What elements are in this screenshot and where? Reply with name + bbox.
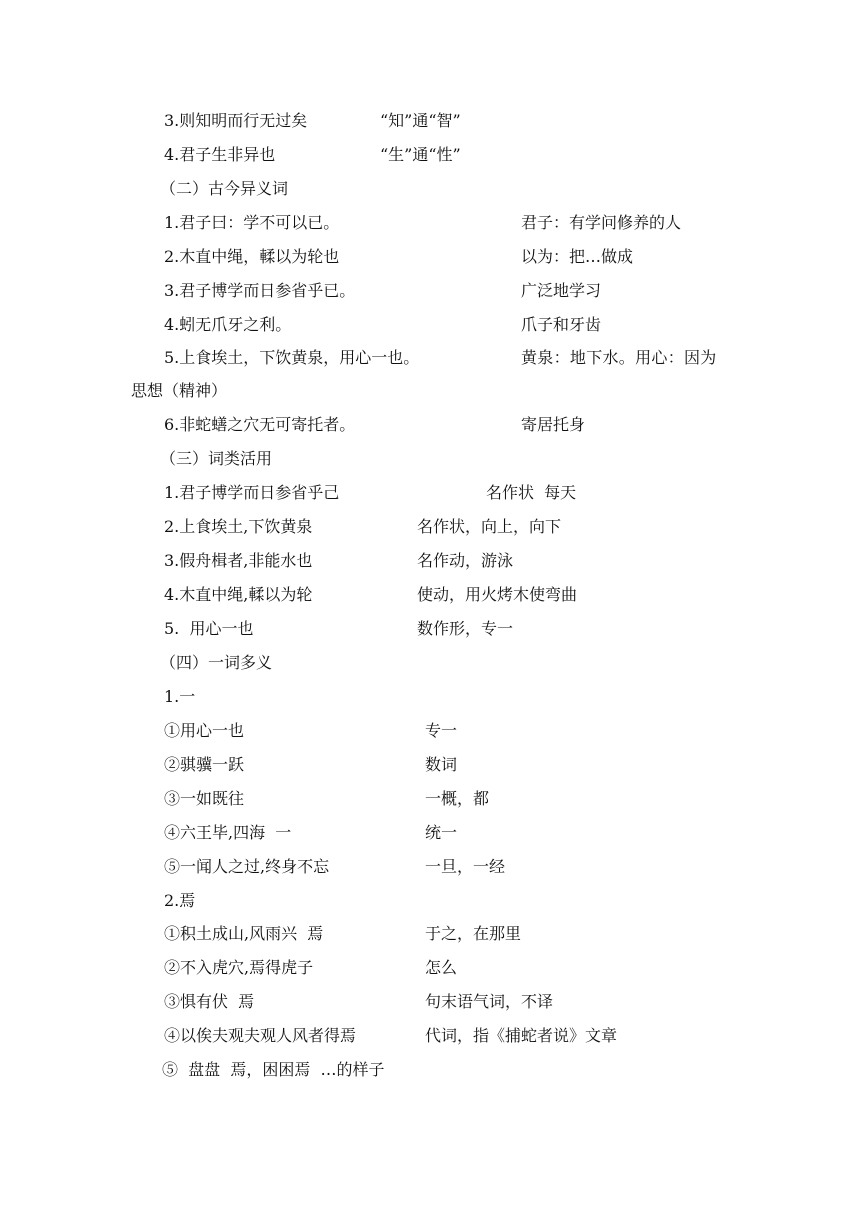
- item-note: 专一: [425, 721, 458, 740]
- item-text: 1.君子曰：学不可以已。: [164, 213, 340, 232]
- item-note-continuation: 思想（精神）: [131, 381, 228, 400]
- item-text: 3.则知明而行无过矣: [164, 111, 308, 130]
- item-note: [380, 142, 461, 168]
- item-note: 一旦，一经: [425, 857, 506, 876]
- item-text: ①积土成山,风雨兴 焉: [164, 924, 324, 943]
- note-text: “生”通“性”: [380, 145, 461, 164]
- section-heading: （四）一词多义: [160, 653, 273, 672]
- item-text: 3.假舟楫者,非能水也: [164, 551, 313, 570]
- item-text: ④六王毕,四海 一: [164, 823, 292, 842]
- tongjia-item: [164, 142, 275, 168]
- item-note: 黄泉：地下水。用心：因为: [521, 348, 717, 367]
- item-note: 以为：把…做成: [521, 247, 634, 266]
- item-note: 名作动，游泳: [417, 551, 514, 570]
- item-text: 1.君子博学而日参省乎己: [164, 483, 340, 502]
- item-note: 爪子和牙齿: [521, 315, 602, 334]
- item-note: 句末语气词，不译: [425, 992, 554, 1011]
- item-text: ⑤ 盘盘 焉，困困焉 …的样子: [162, 1060, 385, 1079]
- item-note: 于之，在那里: [425, 924, 522, 943]
- item-note: 君子：有学问修养的人: [521, 213, 682, 232]
- item-note: 广泛地学习: [521, 281, 602, 300]
- section-heading: （二）古今异义词: [160, 179, 289, 198]
- item-note: 使动，用火烤木使弯曲: [417, 585, 578, 604]
- item-note: 名作状 每天: [486, 483, 577, 502]
- item-text: 6.非蛇蟮之穴无可寄托者。: [164, 415, 356, 434]
- item-text: 5.上食埃土，下饮黄泉，用心一也。: [164, 348, 420, 367]
- group-label: 2.焉: [164, 891, 196, 910]
- item-text: 2.上食埃土,下饮黄泉: [164, 517, 313, 536]
- item-note: 数词: [425, 755, 458, 774]
- item-text: ④以俟夫观夫观人风者得焉: [164, 1026, 357, 1045]
- item-note: [380, 108, 461, 134]
- note-text: “知”通“智”: [380, 111, 461, 130]
- item-note: 名作状，向上，向下: [417, 517, 562, 536]
- item-note: 怎么: [425, 958, 458, 977]
- item-text: 5. 用心一也: [164, 619, 254, 638]
- item-note: 数作形，专一: [417, 619, 514, 638]
- item-text: 2.木直中绳，輮以为轮也: [164, 247, 340, 266]
- group-label: 1.一: [164, 687, 196, 706]
- item-text: ②不入虎穴,焉得虎子: [164, 958, 314, 977]
- item-text: ③一如既往: [164, 789, 245, 808]
- item-note: 代词，指《捕蛇者说》文章: [425, 1026, 618, 1045]
- item-text: ②骐骥一跃: [164, 755, 245, 774]
- item-note: 一概，都: [425, 789, 490, 808]
- item-text: ③惧有伏 焉: [164, 992, 255, 1011]
- item-text: 3.君子博学而日参省乎已。: [164, 281, 356, 300]
- item-text: ⑤一闻人之过,终身不忘: [164, 857, 330, 876]
- item-text: 4.君子生非异也: [164, 145, 276, 164]
- item-note: 统一: [425, 823, 458, 842]
- item-note: 寄居托身: [521, 415, 586, 434]
- item-text: 4.蚓无爪牙之利。: [164, 315, 292, 334]
- section-heading: （三）词类活用: [160, 449, 273, 468]
- item-text: ①用心一也: [164, 721, 245, 740]
- item-text: 4.木直中绳,輮以为轮: [164, 585, 313, 604]
- tongjia-item: [164, 108, 307, 134]
